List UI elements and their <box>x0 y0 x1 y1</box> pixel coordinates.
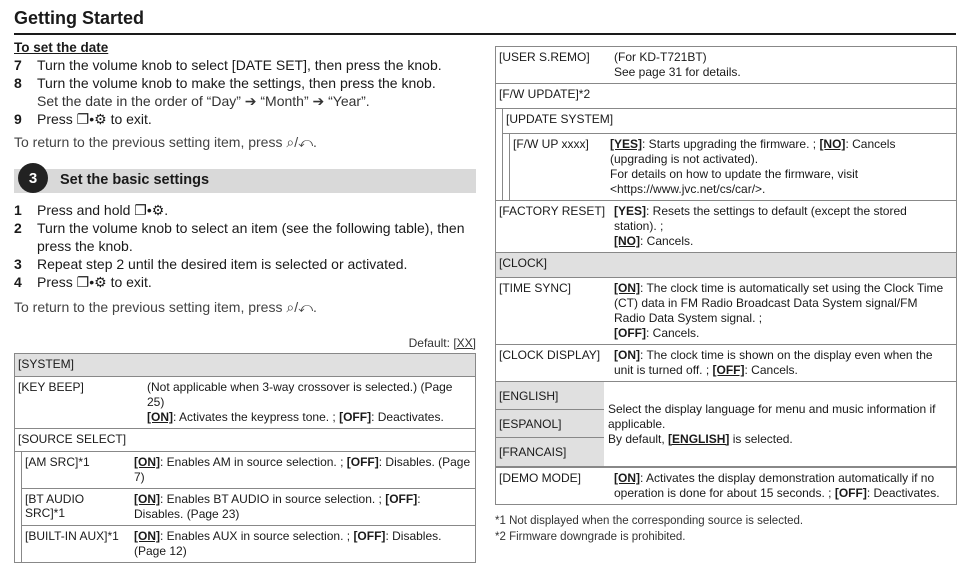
table-row: [UPDATE SYSTEM] <box>503 109 956 134</box>
section-title: Set the basic settings <box>60 172 210 188</box>
step-8: 8 Turn the volume knob to make the settings, then press the knob. Set the date in the order of “Day” ➔ “Month” ➔ “Year”. <box>14 75 436 109</box>
table-row: [DEMO MODE] [ON]: Activates the display demonstration automatically if no operation is done for about 15 seconds. ; [OFF]: Deactivates. <box>496 467 956 504</box>
title-divider <box>14 33 956 35</box>
basic-step-4: 4 Press ❐•⚙ to exit. <box>14 274 152 290</box>
footnote-1: *1 Not displayed when the corresponding source is selected. <box>495 515 804 527</box>
table-row: [AM SRC]*1 [ON]: Enables AM in source selection. ; [OFF]: Disables. (Page 7) <box>22 452 475 489</box>
page-title: Getting Started <box>14 8 145 28</box>
basic-step-2: 2 Turn the volume knob to select an item (see the following table), then press the knob. <box>14 220 465 254</box>
table-row: [F/W UP xxxx] [YES]: Starts upgrading the firmware. ; [NO]: Cancels (upgrading is not activated). For details on how to update the firmware, visit <https://www.jvc.net/cs/car/>. <box>513 137 896 196</box>
table-row: [F/W UPDATE]*2 <box>496 84 956 109</box>
table-row: [CLOCK DISPLAY] [ON]: The clock time is shown on the display even when the unit is turned off. ; [OFF]: Cancels. <box>496 345 956 382</box>
return-instruction: To return to the previous setting item, press ⌕/↶. <box>14 134 317 150</box>
update-system-group <box>509 134 956 200</box>
table-row: [FACTORY RESET] [YES]: Resets the settings to default (except the stored station). ; [NO]: Cancels. <box>496 200 956 253</box>
table-row: [BUILT-IN AUX]*1 [ON]: Enables AUX in source selection. ; [OFF]: Disables. (Page 12) <box>25 529 442 558</box>
table-row: [BT AUDIO SRC]*1 [ON]: Enables BT AUDIO in source selection. ; [OFF]: Disables. (Page 23) <box>22 489 475 526</box>
basic-step-3: 3 Repeat step 2 until the desired item is selected or activated. <box>14 256 408 272</box>
lang-francais: [FRANCAIS] <box>496 438 604 466</box>
lang-espanol: [ESPANOL] <box>496 410 604 438</box>
table-row: [USER S.REMO] (For KD-T721BT) See page 31 for details. <box>496 47 956 84</box>
language-rows: [ENGLISH] [ESPANOL] [FRANCAIS] Select the display language for menu and music information if applicable. By default, [ENGLISH] is selected. <box>496 382 956 467</box>
source-select-group <box>21 452 475 562</box>
settings-table-left <box>14 353 476 563</box>
footnote-2: *2 Firmware downgrade is prohibited. <box>495 531 686 543</box>
step-9: 9 Press ❐•⚙ to exit. <box>14 111 152 127</box>
date-subhead: To set the date <box>14 40 109 55</box>
section-number-badge: 3 <box>18 163 48 193</box>
step-7: 7 Turn the volume knob to select [DATE SET], then press the knob. <box>14 57 442 73</box>
footnotes <box>495 513 957 545</box>
table-row: [SYSTEM] <box>15 354 475 377</box>
table-row: [SOURCE SELECT] <box>15 429 475 452</box>
table-row: [TIME SYNC] [ON]: The clock time is automatically set using the Clock Time (CT) data in FM Radio Broadcast Data System signal/FM Radio Data System signal. ; [OFF]: Cancels. <box>496 278 956 345</box>
table-row: [KEY BEEP] (Not applicable when 3-way crossover is selected.) (Page 25) [ON]: Activates the keypress tone. ; [OFF]: Deactivates. <box>15 377 475 429</box>
lang-english: [ENGLISH] <box>496 382 604 410</box>
section-header <box>14 169 476 193</box>
date-order-note: Set the date in the order of “Day” ➔ “Month” ➔ “Year”. <box>37 93 370 109</box>
basic-step-1: 1 Press and hold ❐•⚙. <box>14 202 169 218</box>
fw-update-group <box>502 109 956 200</box>
table-row: [CLOCK] <box>496 253 956 278</box>
settings-table-right <box>495 46 957 505</box>
return-instruction-2: To return to the previous setting item, press ⌕/↶. <box>14 299 317 315</box>
left-column <box>14 40 476 563</box>
right-column <box>495 46 957 545</box>
default-note: Default: [XX] <box>408 336 476 350</box>
